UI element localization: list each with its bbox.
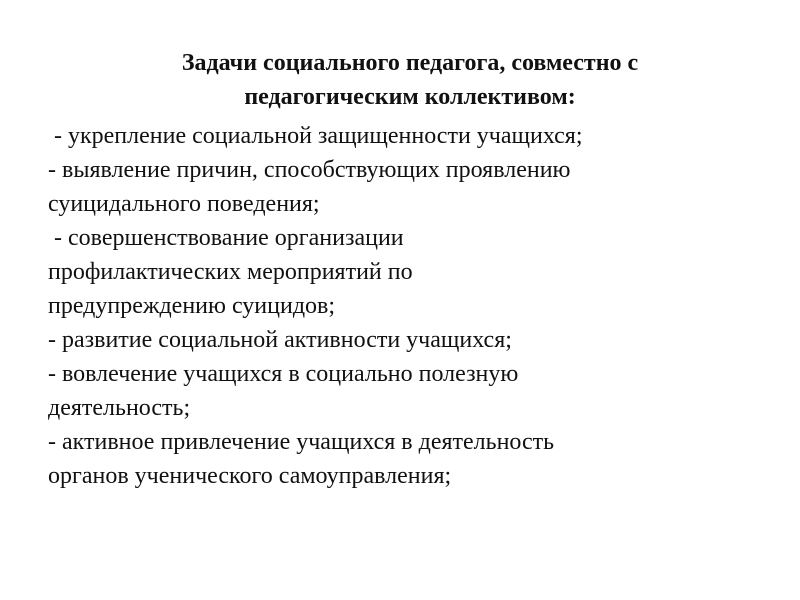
task-line: суицидального поведения;: [48, 191, 320, 217]
task-line: - активное привлечение учащихся в деятельность: [48, 429, 555, 455]
task-line: профилактических мероприятий по: [48, 259, 413, 285]
task-line: - вовлечение учащихся в социально полезную: [48, 361, 519, 387]
task-line: - выявление причин, способствующих проявлению: [48, 157, 571, 183]
task-line: - укрепление социальной защищенности учащихся;: [48, 123, 583, 149]
task-line: деятельность;: [48, 395, 191, 421]
task-line: - совершенствование организации: [48, 225, 404, 251]
task-line: органов ученического самоуправления;: [48, 463, 452, 489]
task-line: предупреждению суицидов;: [48, 293, 336, 319]
task-line: - развитие социальной активности учащихся;: [48, 327, 512, 353]
title-line-2: педагогическим коллективом:: [244, 84, 576, 110]
slide-title: [60, 46, 760, 114]
task-list: [48, 119, 778, 493]
title-line-1: Задачи социального педагога, совместно с: [181, 50, 639, 76]
